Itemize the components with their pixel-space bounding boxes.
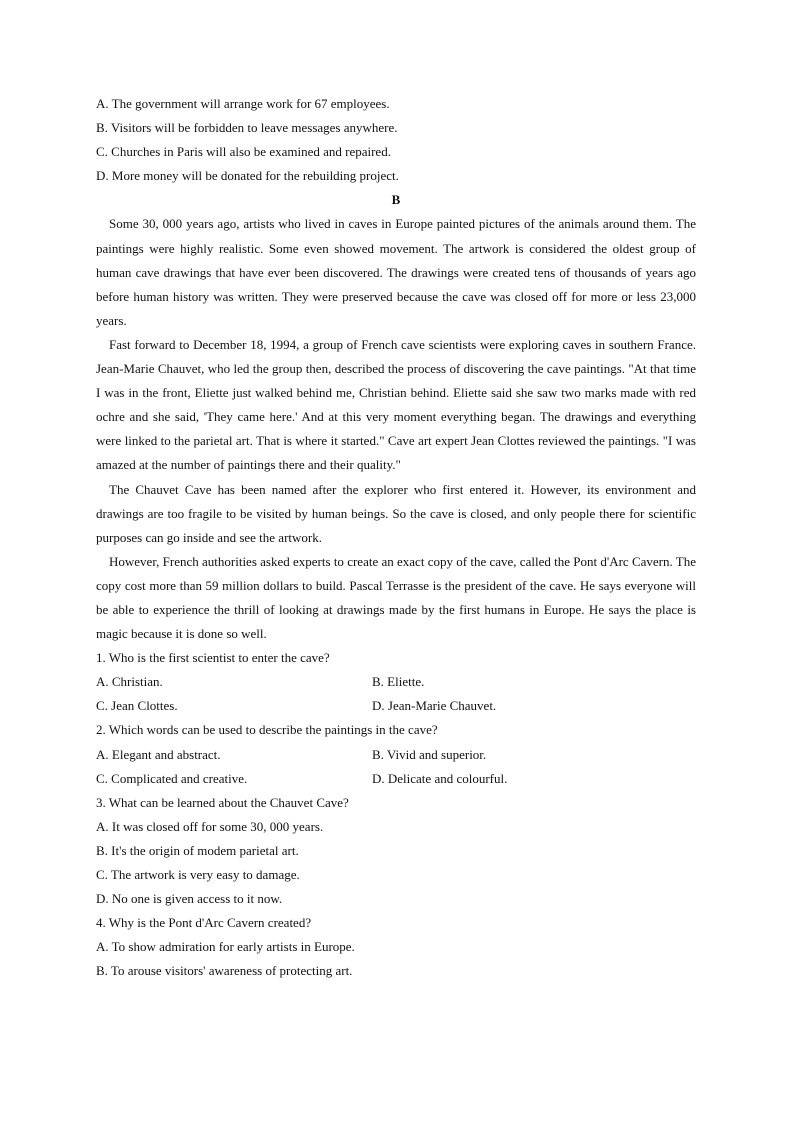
- question-3-option-b: B. It's the origin of modem parietal art.: [96, 842, 299, 858]
- paragraph-2: Fast forward to December 18, 1994, a group of French cave scientists were exploring caves in southern France. Jean-Marie Chauvet, who led the group then, described the process of discovering the cave paintings. "At that time I was in the front, Eliette just walked behind me, Christian behind. Eliette said she saw two marks made with red ochre and she said, 'They came here.' And at this very moment everything began. The drawings and everything were linked to the parietal art. That is where it started." Cave art expert Jean Clottes reviewed the paintings. "I was amazed at the number of paintings there and their quality.": [96, 336, 696, 473]
- question-1-option-b: B. Eliette.: [372, 674, 425, 690]
- question-1-option-a: A. Christian.: [96, 674, 163, 690]
- document-page: [96, 92, 696, 983]
- paragraph-3: The Chauvet Cave has been named after the explorer who first entered it. However, its environment and drawings are too fragile to be visited by human beings. So the cave is closed, and only people there for scientific purposes can go inside and see the artwork.: [96, 481, 696, 545]
- section-title: B: [391, 192, 401, 208]
- question-1: 1. Who is the first scientist to enter the cave?: [96, 650, 330, 666]
- question-2: 2. Which words can be used to describe the paintings in the cave?: [96, 722, 438, 738]
- question-3-option-a: A. It was closed off for some 30, 000 years.: [96, 818, 324, 834]
- question-2-options-row-1: [96, 743, 696, 767]
- question-1-options-row-2: [96, 694, 696, 718]
- prev-option-a: A. The government will arrange work for 67 employees.: [96, 96, 390, 111]
- question-3-option-c: C. The artwork is very easy to damage.: [96, 867, 300, 882]
- paragraph-4: However, French authorities asked experts to create an exact copy of the cave, called the Pont d'Arc Cavern. The copy cost more than 59 million dollars to build. Pascal Terrasse is the president of the cave. He says everyone will be able to experience the thrill of looking at drawings made by the first humans in Europe. He says the place is magic because it is done so well.: [96, 553, 696, 642]
- question-4-option-b: B. To arouse visitors' awareness of protecting art.: [96, 963, 353, 979]
- prev-option-b: B. Visitors will be forbidden to leave messages anywhere.: [96, 120, 398, 136]
- question-2-options-row-2: [96, 767, 696, 791]
- prev-option-c: C. Churches in Paris will also be examined and repaired.: [96, 144, 391, 160]
- prev-option-d: D. More money will be donated for the rebuilding project.: [96, 168, 399, 184]
- question-4-option-a: A. To show admiration for early artists in Europe.: [96, 939, 355, 955]
- paragraph-1: Some 30, 000 years ago, artists who lived in caves in Europe painted pictures of the animals around them. The paintings were highly realistic. Some even showed movement. The artwork is considered the oldest group of human cave drawings that have ever been discovered. The drawings were created tens of thousands of years ago before human history was written. They were preserved because the cave was closed off for more or less 23,000 years.: [96, 216, 696, 328]
- question-3: 3. What can be learned about the Chauvet Cave?: [96, 794, 349, 810]
- question-2-option-b: B. Vivid and superior.: [372, 746, 487, 762]
- question-1-option-d: D. Jean-Marie Chauvet.: [372, 698, 497, 714]
- question-3-option-d: D. No one is given access to it now.: [96, 891, 283, 907]
- question-4: 4. Why is the Pont d'Arc Cavern created?: [96, 915, 312, 931]
- question-2-option-c: C. Complicated and creative.: [96, 770, 248, 786]
- question-2-option-d: D. Delicate and colourful.: [372, 770, 508, 786]
- question-1-option-c: C. Jean Clottes.: [96, 698, 178, 714]
- question-1-options-row-1: [96, 670, 696, 694]
- question-2-option-a: A. Elegant and abstract.: [96, 746, 221, 762]
